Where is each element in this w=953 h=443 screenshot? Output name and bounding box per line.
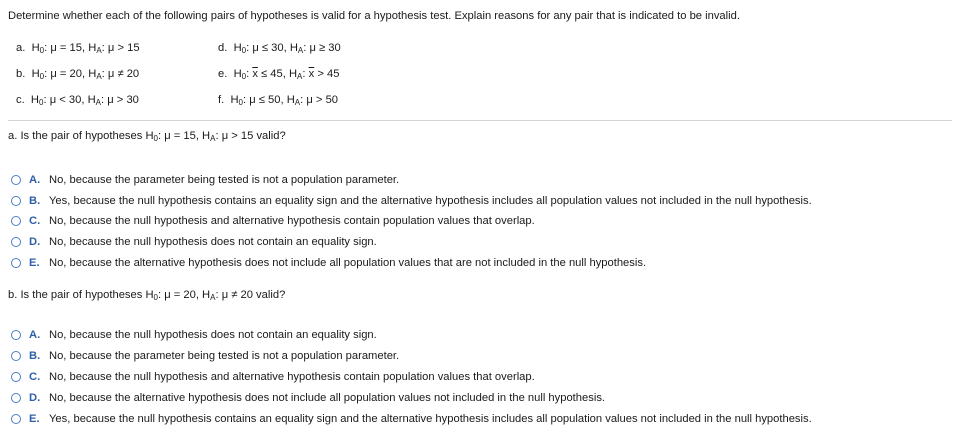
pair-e: e. $H_0$: $\overline{x} \le 45$, $H_A$: $\overline{x} > 45$	[218, 68, 340, 81]
option-text: No, because the parameter being tested is not a population parameter.	[49, 350, 400, 362]
pair-a: a. $H_0$: μ = 15, $H_A$: μ > 15	[16, 42, 140, 55]
radio-button[interactable]	[11, 351, 21, 361]
option-text: No, because the parameter being tested is not a population parameter.	[49, 174, 400, 186]
option-letter: E.	[29, 413, 40, 425]
pair-label: e.	[218, 68, 228, 80]
sample-mean-symbol: $\overline{x}$	[252, 68, 258, 80]
sample-mean-symbol: $\overline{x}$	[308, 68, 315, 80]
pair-label: d.	[218, 42, 228, 54]
question-b-option-e[interactable]	[11, 411, 812, 427]
pair-b: b. $H_0$: μ = 20, $H_A$: μ ≠ 20	[16, 68, 140, 81]
question-a-option-a[interactable]	[11, 172, 399, 188]
option-letter: C.	[29, 215, 41, 227]
option-text: No, because the null hypothesis does not contain an equality sign.	[49, 329, 377, 341]
question-b-option-a[interactable]	[11, 327, 377, 343]
divider	[8, 120, 952, 121]
option-letter: E.	[29, 257, 40, 269]
pair-label: a.	[16, 42, 26, 54]
option-text: No, because the alternative hypothesis does not include all population values that are not included in the null hypothesis.	[49, 257, 647, 269]
option-letter: C.	[29, 371, 41, 383]
option-letter: A.	[29, 329, 41, 341]
question-a-option-c[interactable]	[11, 213, 535, 229]
radio-button[interactable]	[11, 237, 21, 247]
radio-button[interactable]	[11, 216, 21, 226]
option-text: No, because the null hypothesis and alternative hypothesis contain population values that overlap.	[49, 215, 535, 227]
option-text: No, because the alternative hypothesis does not include all population values not included in the null hypothesis.	[49, 392, 606, 404]
option-letter: B.	[29, 350, 41, 362]
pair-f: f. $H_0$: μ ≤ 50, $H_A$: μ > 50	[218, 94, 339, 107]
question-b-option-c[interactable]	[11, 369, 535, 385]
radio-button[interactable]	[11, 393, 21, 403]
question-a-option-b[interactable]	[11, 193, 812, 209]
pair-label: b.	[16, 68, 26, 80]
option-text: No, because the null hypothesis and alternative hypothesis contain population values that overlap.	[49, 371, 535, 383]
option-letter: D.	[29, 392, 41, 404]
instructions-text: Determine whether each of the following pairs of hypotheses is valid for a hypothesis test. Explain reasons for any pair that is indicated to be invalid.	[8, 10, 740, 22]
radio-button[interactable]	[11, 196, 21, 206]
radio-button[interactable]	[11, 330, 21, 340]
option-letter: A.	[29, 174, 41, 186]
radio-button[interactable]	[11, 175, 21, 185]
question-b-option-d[interactable]	[11, 390, 605, 406]
radio-button[interactable]	[11, 414, 21, 424]
pair-d: d. $H_0$: μ ≤ 30, $H_A$: μ ≥ 30	[218, 42, 341, 55]
question-b-option-b[interactable]	[11, 348, 399, 364]
radio-button[interactable]	[11, 258, 21, 268]
option-text: No, because the null hypothesis does not contain an equality sign.	[49, 236, 377, 248]
question-a-option-d[interactable]	[11, 234, 377, 250]
pair-label: f.	[218, 94, 225, 106]
radio-button[interactable]	[11, 372, 21, 382]
option-letter: B.	[29, 195, 41, 207]
option-letter: D.	[29, 236, 41, 248]
option-text: Yes, because the null hypothesis contains an equality sign and the alternative hypothesis includes all population values not included in the null hypothesis.	[49, 413, 812, 425]
pair-label: c.	[16, 94, 25, 106]
option-text: Yes, because the null hypothesis contains an equality sign and the alternative hypothesis includes all population values not included in the null hypothesis.	[49, 195, 812, 207]
question-a-option-e[interactable]	[11, 255, 646, 271]
question-b-prompt: b. Is the pair of hypotheses $H_0$: μ = 20, $H_A$: μ ≠ 20 valid?	[8, 289, 286, 302]
pair-c: c. $H_0$: μ < 30, $H_A$: μ > 30	[16, 94, 139, 107]
question-a-prompt: a. Is the pair of hypotheses $H_0$: μ = 15, $H_A$: μ > 15 valid?	[8, 130, 286, 143]
